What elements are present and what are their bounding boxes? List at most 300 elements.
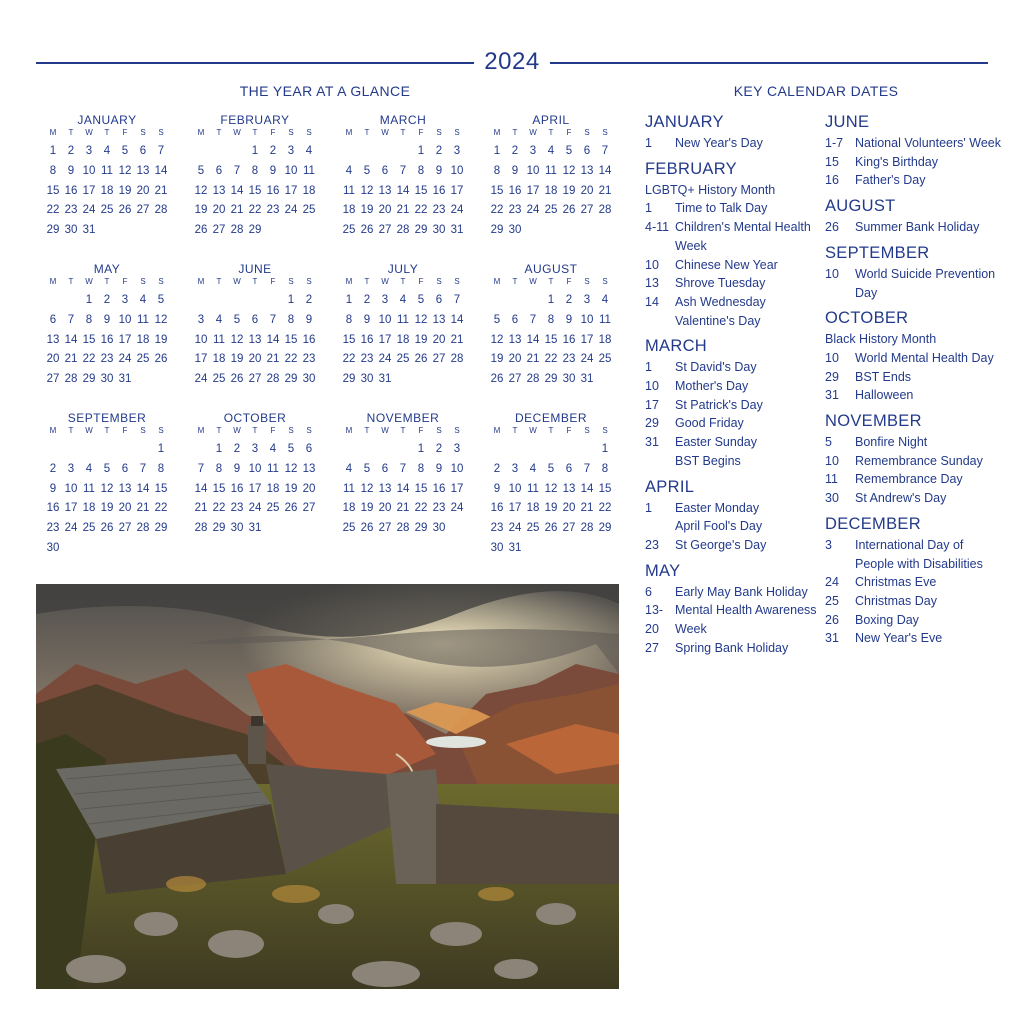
day-grid (340, 291, 466, 390)
day-number: 7 (453, 294, 461, 306)
empty-cell (192, 440, 210, 460)
day-number: 11 (267, 462, 279, 475)
day-number: 16 (360, 333, 374, 346)
day-number: 4 (345, 462, 353, 475)
weekday-label: S (140, 277, 146, 286)
day-number: 4 (399, 294, 407, 306)
weekday-label: S (436, 426, 442, 435)
event-date: 5 (825, 435, 832, 450)
day-number: 3 (453, 145, 461, 157)
weekday-label: F (566, 426, 572, 435)
day-number: 12 (118, 164, 132, 177)
day-number: 7 (139, 462, 147, 475)
month-calendar-september (44, 411, 170, 559)
day-number: 21 (136, 502, 150, 515)
day-number: 2 (565, 294, 573, 306)
event-name: Black History Month (825, 332, 937, 347)
day-number: 8 (345, 313, 353, 326)
day-number: 27 (302, 502, 316, 515)
key-date-entry (825, 218, 1005, 237)
day-number: 30 (46, 541, 60, 554)
day-number: 22 (46, 204, 60, 217)
weekday-label: M (493, 277, 501, 286)
day-number: 27 (432, 353, 446, 366)
day-number: 13 (508, 333, 522, 346)
day-number: 29 (248, 224, 262, 237)
empty-cell (376, 142, 394, 162)
weekday-label: T (400, 128, 406, 137)
key-month-heading: NOVEMBER (825, 412, 922, 431)
event-date: 10 (645, 257, 659, 272)
day-number: 5 (157, 294, 165, 306)
weekday-label: W (381, 128, 389, 137)
weekday-label: T (104, 426, 110, 435)
weekday-label: S (436, 277, 442, 286)
day-number: 28 (266, 373, 280, 386)
month-name: OCTOBER (223, 411, 287, 425)
key-date-entry (645, 256, 823, 275)
key-date-entry (645, 639, 823, 658)
day-number: 11 (599, 313, 611, 326)
day-number: 1 (601, 443, 609, 455)
day-number: 11 (545, 164, 557, 177)
empty-cell (524, 291, 542, 311)
weekday-label: T (400, 277, 406, 286)
day-number: 5 (197, 164, 205, 177)
day-number: 12 (414, 313, 428, 326)
day-number: 15 (248, 184, 262, 197)
day-number: 9 (49, 482, 57, 495)
weekday-label: S (602, 277, 608, 286)
weekday-label: S (158, 277, 164, 286)
day-number: 15 (284, 333, 298, 346)
day-number: 1 (157, 443, 165, 455)
weekday-label: M (49, 426, 57, 435)
day-number: 15 (46, 184, 60, 197)
weekday-label: M (493, 426, 501, 435)
event-date: 29 (825, 369, 839, 384)
key-month-heading: MAY (645, 561, 681, 580)
event-date: 1-7 (825, 136, 844, 150)
day-number: 28 (598, 204, 612, 217)
day-number: 7 (601, 145, 609, 157)
day-number: 18 (342, 204, 356, 217)
event-name: St David's Day (675, 360, 757, 375)
weekday-label: F (270, 128, 276, 137)
weekday-label: T (252, 128, 258, 137)
day-number: 6 (49, 313, 57, 326)
month-calendar-november (340, 411, 466, 539)
day-number: 23 (508, 204, 522, 217)
day-number: 19 (360, 204, 374, 217)
day-number: 22 (154, 502, 168, 515)
day-number: 29 (342, 373, 356, 386)
event-date: 10 (825, 266, 839, 281)
day-number: 18 (526, 502, 540, 515)
day-number: 31 (378, 373, 392, 386)
weekday-label: W (529, 128, 537, 137)
day-number: 30 (562, 373, 576, 386)
day-number: 20 (302, 482, 316, 495)
day-number: 1 (417, 145, 425, 157)
day-number: 3 (287, 145, 295, 157)
event-date: 15 (825, 154, 839, 169)
day-number: 24 (64, 522, 78, 535)
event-name: Mother's Day (675, 379, 749, 394)
day-number: 15 (598, 482, 612, 495)
day-number: 5 (103, 462, 111, 475)
day-number: 4 (345, 164, 353, 177)
day-number: 18 (342, 502, 356, 515)
day-number: 14 (526, 333, 540, 346)
event-date: 13 (645, 276, 659, 291)
day-number: 5 (417, 294, 425, 306)
day-number: 2 (233, 443, 241, 455)
day-number: 8 (417, 164, 425, 177)
empty-cell (228, 291, 246, 311)
day-number: 30 (508, 224, 522, 237)
day-number: 29 (154, 522, 168, 535)
event-date: 3 (825, 537, 832, 552)
day-number: 23 (432, 502, 446, 515)
year-calendar-grid (44, 113, 624, 573)
day-number: 9 (435, 462, 443, 475)
day-number: 19 (562, 184, 576, 197)
key-date-entry (825, 386, 1005, 405)
day-number: 12 (544, 482, 558, 495)
weekday-label: M (493, 128, 501, 137)
event-date: 10 (645, 379, 659, 394)
month-calendar-october (192, 411, 318, 539)
day-number: 3 (511, 462, 519, 475)
weekday-label: T (216, 277, 222, 286)
year-at-a-glance-title: THE YEAR AT A GLANCE (239, 83, 411, 99)
weekday-label: T (216, 426, 222, 435)
day-number: 21 (154, 184, 168, 197)
day-number: 28 (154, 204, 168, 217)
event-name: St George's Day (675, 537, 767, 552)
weekday-label: W (85, 277, 93, 286)
day-number: 2 (269, 145, 277, 157)
weekday-label: S (288, 128, 294, 137)
weekday-header (340, 276, 466, 288)
day-number: 9 (435, 164, 443, 177)
day-number: 8 (417, 462, 425, 475)
day-number: 18 (302, 184, 316, 197)
day-number: 5 (565, 145, 573, 157)
event-name: Chinese New Year (675, 257, 778, 272)
day-number: 1 (251, 145, 259, 157)
month-name: MAY (93, 262, 121, 276)
day-number: 28 (396, 224, 410, 237)
event-date: 25 (825, 593, 839, 608)
key-date-entry (645, 414, 823, 433)
event-date: 29 (645, 416, 659, 431)
day-grid (192, 142, 318, 241)
day-number: 16 (490, 502, 504, 515)
empty-cell (506, 291, 524, 311)
day-number: 23 (230, 502, 244, 515)
empty-cell (376, 440, 394, 460)
key-date-entry (645, 274, 823, 293)
weekday-label: T (548, 128, 554, 137)
day-number: 25 (526, 522, 540, 535)
landscape-photo (36, 584, 619, 989)
event-name: Bonfire Night (855, 435, 928, 450)
event-name: Easter Monday (675, 500, 760, 515)
day-number: 3 (251, 443, 259, 455)
day-number: 24 (450, 502, 464, 515)
day-number: 19 (154, 333, 168, 346)
weekday-label: T (104, 128, 110, 137)
day-number: 16 (266, 184, 280, 197)
day-number: 6 (251, 313, 259, 326)
rule-right (550, 62, 988, 64)
weekday-label: T (400, 426, 406, 435)
day-number: 19 (118, 184, 132, 197)
day-number: 26 (490, 373, 504, 386)
day-number: 26 (100, 522, 114, 535)
month-calendar-july (340, 262, 466, 390)
day-number: 7 (197, 462, 205, 475)
day-number: 17 (508, 502, 522, 515)
day-number: 6 (121, 462, 129, 475)
day-number: 16 (302, 333, 316, 346)
day-number: 13 (212, 184, 226, 197)
weekday-label: S (454, 128, 460, 137)
event-date: 24 (825, 575, 839, 590)
day-number: 17 (450, 184, 464, 197)
day-number: 16 (46, 502, 60, 515)
day-number: 9 (493, 482, 501, 495)
key-date-entry (825, 330, 1005, 349)
day-number: 27 (118, 522, 132, 535)
weekday-label: S (306, 426, 312, 435)
key-dates-column-1 (645, 110, 823, 657)
day-number: 19 (360, 502, 374, 515)
event-name: Boxing Day (855, 612, 919, 627)
event-name: Children's Mental Health Week (675, 220, 811, 253)
month-name: MARCH (379, 113, 427, 127)
key-date-entry (645, 199, 823, 218)
day-number: 21 (450, 333, 464, 346)
weekday-label: M (49, 277, 57, 286)
key-date-entry (645, 358, 823, 377)
empty-cell (340, 142, 358, 162)
day-number: 6 (381, 462, 389, 475)
day-number: 22 (414, 502, 428, 515)
weekday-label: M (197, 277, 205, 286)
empty-cell (542, 440, 560, 460)
day-number: 24 (194, 373, 208, 386)
weekday-header (44, 276, 170, 288)
day-number: 24 (284, 204, 298, 217)
day-number: 26 (562, 204, 576, 217)
day-number: 19 (414, 333, 428, 346)
day-number: 23 (266, 204, 280, 217)
day-number: 27 (508, 373, 522, 386)
empty-cell (98, 440, 116, 460)
day-number: 10 (64, 482, 78, 495)
weekday-label: W (381, 426, 389, 435)
day-number: 20 (378, 502, 392, 515)
day-number: 29 (212, 522, 226, 535)
day-number: 2 (511, 145, 519, 157)
day-number: 12 (154, 313, 168, 326)
day-number: 22 (544, 353, 558, 366)
event-name: World Suicide Prevention Day (855, 266, 996, 300)
weekday-header (44, 127, 170, 139)
day-number: 23 (432, 204, 446, 217)
day-number: 15 (414, 184, 428, 197)
month-name: SEPTEMBER (67, 411, 147, 425)
day-number: 24 (508, 522, 522, 535)
empty-cell (192, 142, 210, 162)
day-number: 5 (547, 462, 555, 475)
weekday-label: M (345, 426, 353, 435)
day-number: 17 (194, 353, 208, 366)
day-number: 1 (417, 443, 425, 455)
day-number: 14 (136, 482, 150, 495)
day-number: 15 (342, 333, 356, 346)
key-month-heading: OCTOBER (825, 309, 909, 328)
day-number: 30 (360, 373, 374, 386)
key-date-entry (825, 470, 1005, 489)
weekday-label: T (364, 277, 370, 286)
day-number: 12 (194, 184, 208, 197)
day-number: 7 (157, 145, 165, 157)
day-number: 24 (248, 502, 262, 515)
weekday-header (192, 425, 318, 437)
day-number: 17 (378, 333, 392, 346)
day-number: 28 (526, 373, 540, 386)
day-number: 16 (432, 482, 446, 495)
day-number: 3 (67, 462, 75, 475)
event-name: National Volunteers' Week (855, 136, 1001, 150)
day-number: 22 (490, 204, 504, 217)
weekday-label: S (584, 277, 590, 286)
day-number: 11 (343, 184, 355, 197)
day-number: 13 (46, 333, 60, 346)
day-number: 17 (118, 333, 132, 346)
day-number: 6 (381, 164, 389, 177)
day-number: 11 (83, 482, 95, 495)
day-number: 27 (378, 224, 392, 237)
day-number: 1 (345, 294, 353, 306)
day-number: 8 (601, 462, 609, 475)
day-number: 28 (194, 522, 208, 535)
day-number: 9 (233, 462, 241, 475)
day-number: 31 (580, 373, 594, 386)
day-number: 12 (490, 333, 504, 346)
day-number: 15 (544, 333, 558, 346)
event-date: 17 (645, 397, 659, 412)
day-number: 30 (432, 224, 446, 237)
day-number: 28 (230, 224, 244, 237)
weekday-label: S (584, 426, 590, 435)
key-date-entry (645, 377, 823, 396)
weekday-label: W (381, 277, 389, 286)
day-number: 26 (284, 502, 298, 515)
event-date: 13-20 (645, 603, 664, 637)
empty-cell (488, 440, 506, 460)
day-number: 28 (136, 522, 150, 535)
day-number: 4 (529, 462, 537, 475)
day-number: 26 (118, 204, 132, 217)
empty-cell (44, 291, 62, 311)
day-number: 12 (100, 482, 114, 495)
event-name: Remembrance Day (855, 472, 963, 487)
day-number: 20 (508, 353, 522, 366)
weekday-label: T (548, 426, 554, 435)
day-number: 13 (432, 313, 446, 326)
weekday-label: S (306, 277, 312, 286)
event-name: Easter Sunday (675, 435, 757, 450)
day-number: 19 (194, 204, 208, 217)
month-name: NOVEMBER (366, 411, 440, 425)
day-number: 4 (269, 443, 277, 455)
day-number: 25 (598, 353, 612, 366)
day-number: 26 (360, 522, 374, 535)
day-number: 25 (212, 373, 226, 386)
day-number: 7 (233, 164, 241, 177)
key-month-heading: SEPTEMBER (825, 243, 930, 262)
month-name: JULY (387, 262, 419, 276)
day-number: 11 (527, 482, 539, 495)
weekday-header (192, 127, 318, 139)
weekday-label: W (233, 128, 241, 137)
day-number: 12 (360, 184, 374, 197)
empty-cell (80, 440, 98, 460)
event-name: Christmas Eve (855, 575, 937, 590)
day-number: 2 (493, 462, 501, 475)
day-number: 25 (396, 353, 410, 366)
day-number: 28 (580, 522, 594, 535)
empty-cell (358, 440, 376, 460)
day-grid (340, 142, 466, 241)
day-number: 10 (194, 333, 208, 346)
day-number: 20 (562, 502, 576, 515)
day-number: 5 (287, 443, 295, 455)
day-number: 5 (363, 462, 371, 475)
key-date-entry (645, 583, 823, 602)
month-name: JUNE (238, 262, 272, 276)
day-number: 29 (490, 224, 504, 237)
weekday-label: F (270, 426, 276, 435)
day-number: 9 (67, 164, 75, 177)
day-number: 22 (414, 204, 428, 217)
day-number: 9 (511, 164, 519, 177)
day-number: 25 (342, 522, 356, 535)
day-number: 14 (580, 482, 594, 495)
day-number: 31 (248, 522, 262, 535)
event-name: St Andrew's Day (855, 491, 947, 506)
weekday-header (192, 276, 318, 288)
day-number: 17 (64, 502, 78, 515)
day-number: 23 (490, 522, 504, 535)
empty-cell (228, 142, 246, 162)
weekday-label: W (85, 128, 93, 137)
day-number: 9 (103, 313, 111, 326)
day-number: 4 (215, 313, 223, 326)
event-date: 10 (825, 350, 839, 365)
weekday-label: T (512, 426, 518, 435)
day-number: 21 (580, 502, 594, 515)
day-number: 16 (230, 482, 244, 495)
weekday-label: F (122, 426, 128, 435)
weekday-header (340, 127, 466, 139)
day-number: 3 (529, 145, 537, 157)
